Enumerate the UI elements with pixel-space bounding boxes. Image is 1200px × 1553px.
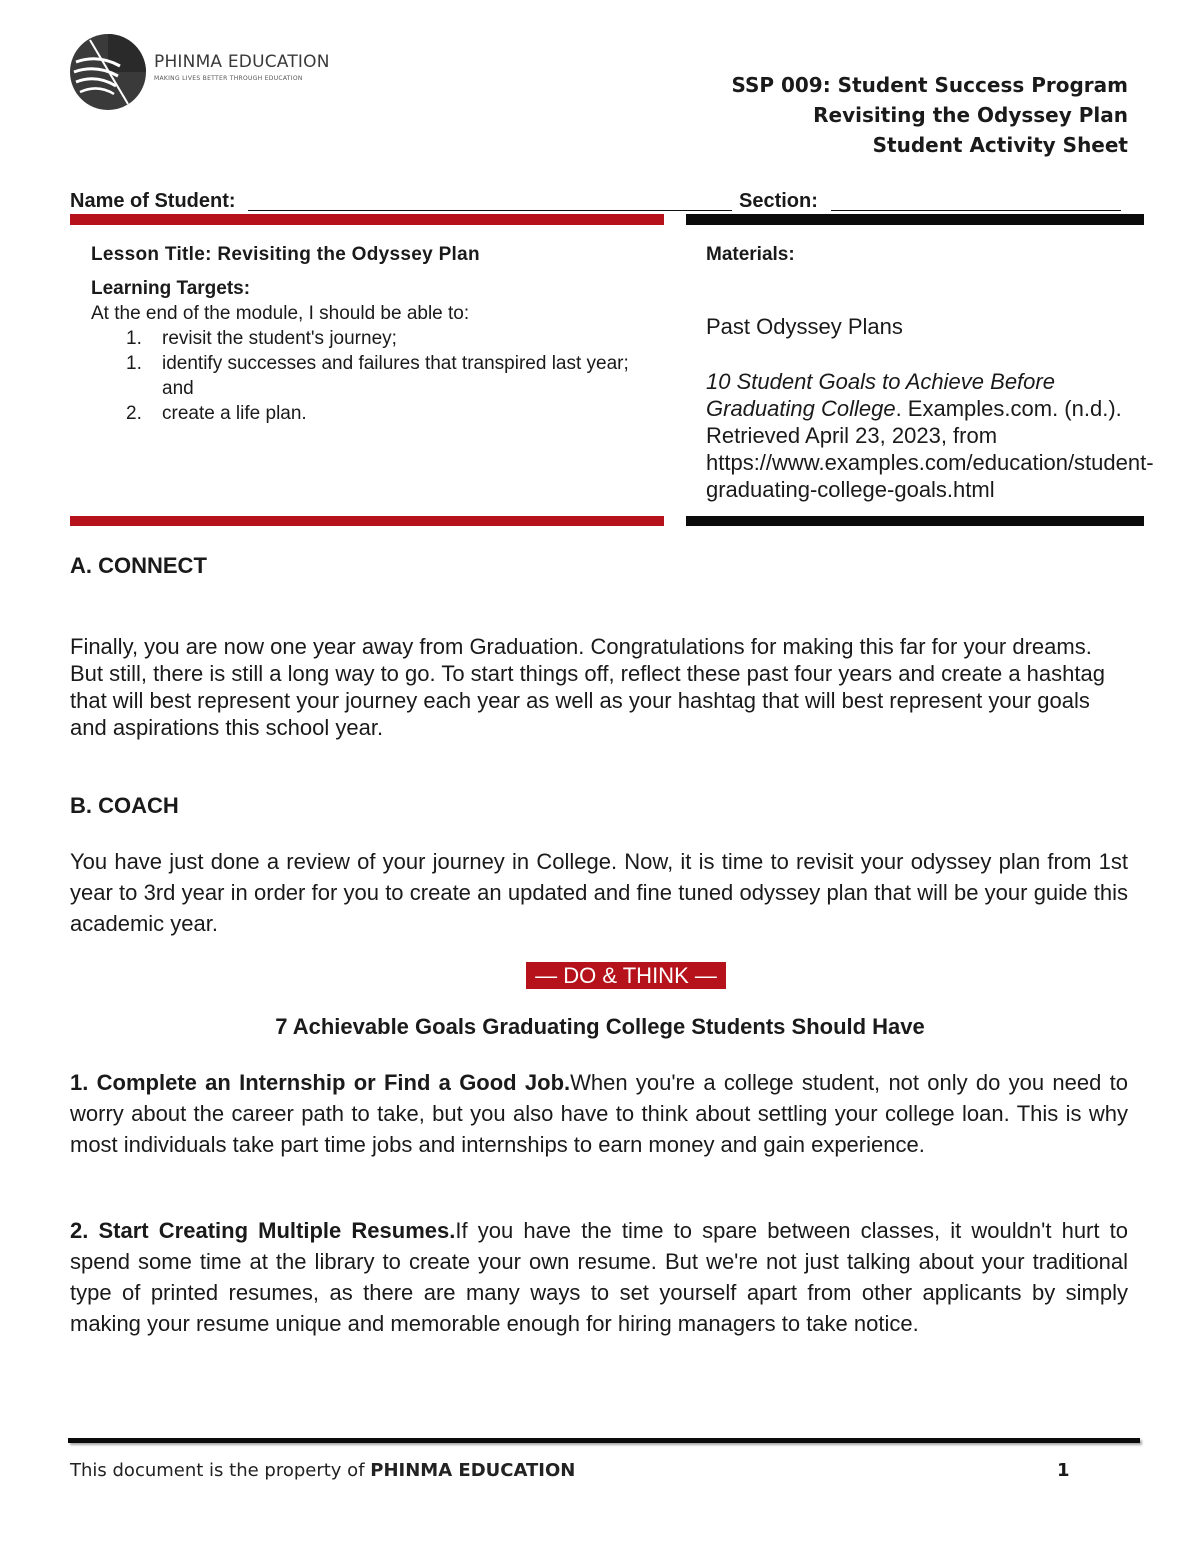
page-number: 1 — [1057, 1460, 1070, 1481]
divider-black-top — [686, 214, 1144, 225]
name-label: Name of Student: — [70, 190, 236, 212]
document-header — [731, 70, 1128, 160]
coach-heading: B. COACH — [70, 793, 179, 818]
list-item-number: 1. — [126, 353, 142, 374]
list-item-text: identify successes and failures that transpired last year; and — [162, 353, 629, 399]
section-field[interactable] — [831, 210, 1121, 211]
divider-black-bottom — [686, 516, 1144, 526]
sheet-type: Student Activity Sheet — [872, 133, 1128, 157]
do-think-banner: — DO & THINK — — [526, 962, 726, 989]
section-label: Section: — [739, 190, 818, 212]
goal-2 — [70, 1215, 1128, 1339]
connect-heading: A. CONNECT — [70, 553, 207, 578]
list-item-text: create a life plan. — [162, 403, 307, 424]
learning-targets-list — [91, 326, 651, 426]
phinma-logo — [68, 32, 338, 112]
learning-targets-label: Learning Targets: — [91, 278, 251, 299]
list-item — [91, 326, 651, 351]
footer-owner: PHINMA EDUCATION — [370, 1460, 576, 1481]
goal-1-text: When you're a college student, not only do you need to worry about the career path to take, but you also have to think about settling your college loan. This is why most individuals take part time jobs and internships to earn money and gain experience. — [70, 1070, 1128, 1157]
goal-1 — [70, 1067, 1128, 1160]
footer-divider — [68, 1438, 1140, 1443]
learning-targets-intro: At the end of the module, I should be able to: — [91, 303, 470, 324]
coach-text: You have just done a review of your journey in College. Now, it is time to revisit your odyssey plan from 1st year to 3rd year in order for you to create an updated and fine tuned odyssey plan that will be your guide this academic year. — [70, 849, 1128, 936]
goals-heading: 7 Achievable Goals Graduating College Students Should Have — [275, 1014, 925, 1039]
logo-name: PHINMA EDUCATION — [154, 52, 330, 72]
goal-1-title: 1. Complete an Internship or Find a Good Job. — [70, 1070, 571, 1095]
course-title: SSP 009: Student Success Program — [731, 73, 1128, 97]
divider-red-top — [70, 214, 664, 225]
materials-item: Past Odyssey Plans — [706, 314, 903, 339]
footer-text — [70, 1460, 575, 1481]
divider-red-bottom — [70, 516, 664, 526]
connect-text: Finally, you are now one year away from Graduation. Congratulations for making this far for your dreams. But still, there is still a long way to go. To start things off, reflect these past four years and create a hashtag that will best represent your journey each year as well as your hashtag that will best represent your goals and aspirations this school year. — [70, 634, 1105, 740]
student-info-row — [70, 188, 1130, 216]
reference-title: 10 Student Goals to Achieve Before Graduating College — [706, 369, 1055, 421]
list-item — [91, 401, 651, 426]
lesson-subtitle: Revisiting the Odyssey Plan — [813, 103, 1128, 127]
materials-box — [706, 244, 1154, 503]
list-item — [91, 351, 651, 401]
reference-details: . Examples.com. (n.d.). Retrieved April 23, 2023, from https://www.examples.com/education/student-graduating-college-goals.html — [706, 396, 1154, 502]
lesson-title: Lesson Title: Revisiting the Odyssey Plan — [91, 244, 480, 265]
goal-2-title: 2. Start Creating Multiple Resumes. — [70, 1218, 456, 1243]
list-item-number: 1. — [126, 328, 142, 349]
name-field[interactable] — [248, 210, 732, 211]
footer-property-text: This document is the property of — [70, 1460, 371, 1481]
list-item-number: 2. — [126, 403, 142, 424]
materials-label: Materials: — [706, 244, 795, 265]
goal-2-text: If you have the time to spare between classes, it wouldn't hurt to spend some time at the library to create your own resume. But we're not just talking about your traditional type of printed resumes, as there are many ways to set yourself apart from other applicants by simply making your resume unique and memorable enough for hiring managers to take notice. — [70, 1218, 1128, 1336]
list-item-text: revisit the student's journey; — [162, 328, 397, 349]
materials-reference — [706, 368, 1154, 503]
phinma-emblem-icon — [68, 32, 148, 112]
logo-tagline: MAKING LIVES BETTER THROUGH EDUCATION — [154, 75, 303, 82]
lesson-box — [91, 244, 651, 426]
